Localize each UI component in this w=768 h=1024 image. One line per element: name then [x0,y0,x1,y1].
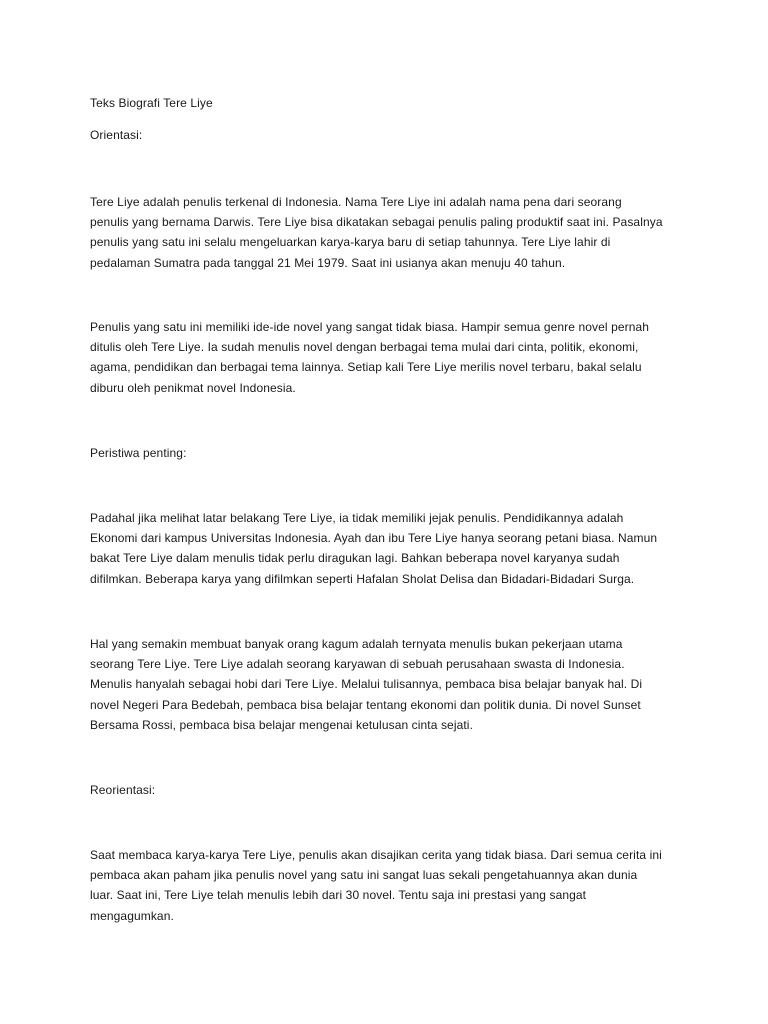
paragraph-line: penulis yang bernama Darwis. Tere Liye bisa dikatakan sebagai penulis paling produktif saat ini. Pasalnya [90,215,663,230]
paragraph-line: difilmkan. Beberapa karya yang difilmkan seperti Hafalan Sholat Delisa dan Bidadari-Bidadari Surga. [90,571,635,586]
paragraph-line: pedalaman Sumatra pada tanggal 21 Mei 1979. Saat ini usianya akan menuju 40 tahun. [90,255,566,270]
paragraph-line: Tere Liye adalah penulis terkenal di Indonesia. Nama Tere Liye ini adalah nama pena dari seorang [90,195,622,209]
section-heading-orientasi: Orientasi: [90,128,143,142]
paragraph-orientasi-1 [90,192,690,273]
paragraph-peristiwa-2 [90,634,690,735]
paragraph-line: diburu oleh penikmat novel Indonesia. [90,380,296,395]
paragraph-line: bakat Tere Liye dalam menulis tidak perlu diragukan lagi. Bahkan beberapa novel karyanya sudah [90,551,620,566]
paragraph-line: agama, pendidikan dan berbagai tema lainnya. Setiap kali Tere Liye merilis novel terbaru, bakal selalu [90,360,642,375]
paragraph-line: novel Negeri Para Bedebah, pembaca bisa belajar tentang ekonomi dan politik dunia. Di novel Sunset [90,697,641,712]
document-title: Teks Biografi Tere Liye [90,96,213,110]
paragraph-line: Menulis hanyalah sebagai hobi dari Tere Liye. Melalui tulisannya, pembaca bisa belajar banyak hal. Di [90,677,643,692]
paragraph-line: Penulis yang satu ini memiliki ide-ide novel yang sangat tidak biasa. Hampir semua genre novel pernah [90,320,650,334]
paragraph-peristiwa-1 [90,508,690,589]
section-heading-reorientasi: Reorientasi: [90,783,156,797]
paragraph-line: Saat membaca karya-karya Tere Liye, penulis akan disajikan cerita yang tidak biasa. Dari semua cerita ini [90,848,662,862]
paragraph-line: Bersama Rossi, pembaca bisa belajar mengenai ketulusan cinta sejati. [90,717,474,732]
paragraph-orientasi-2 [90,317,690,398]
paragraph-line: Ekonomi dari kampus Universitas Indonesia. Ayah dan ibu Tere Liye hanya seorang petani biasa. Namun [90,531,658,546]
section-heading-peristiwa-penting: Peristiwa penting: [90,446,187,460]
paragraph-line: seorang Tere Liye. Tere Liye adalah seorang karyawan di sebuah perusahaan swasta di Indonesia. [90,657,625,672]
paragraph-line: mengagumkan. [90,908,174,923]
paragraph-line: Padahal jika melihat latar belakang Tere Liye, ia tidak memiliki jejak penulis. Pendidikannya adalah [90,511,624,525]
paragraph-line: penulis yang satu ini selalu mengeluarkan karya-karya baru di setiap tahunnya. Tere Liye lahir di [90,235,611,250]
paragraph-line: pembaca akan paham jika penulis novel yang satu ini sangat luas sekali pengetahuannya akan dunia [90,868,638,883]
paragraph-line: ditulis oleh Tere Liye. Ia sudah menulis novel dengan berbagai tema mulai dari cinta, politik, ekonomi, [90,340,639,355]
paragraph-reorientasi-1 [90,845,690,926]
paragraph-line: luar. Saat ini, Tere Liye telah menulis lebih dari 30 novel. Tentu saja ini prestasi yang sangat [90,888,587,903]
paragraph-line: Hal yang semakin membuat banyak orang kagum adalah ternyata menulis bukan pekerjaan utama [90,637,623,651]
